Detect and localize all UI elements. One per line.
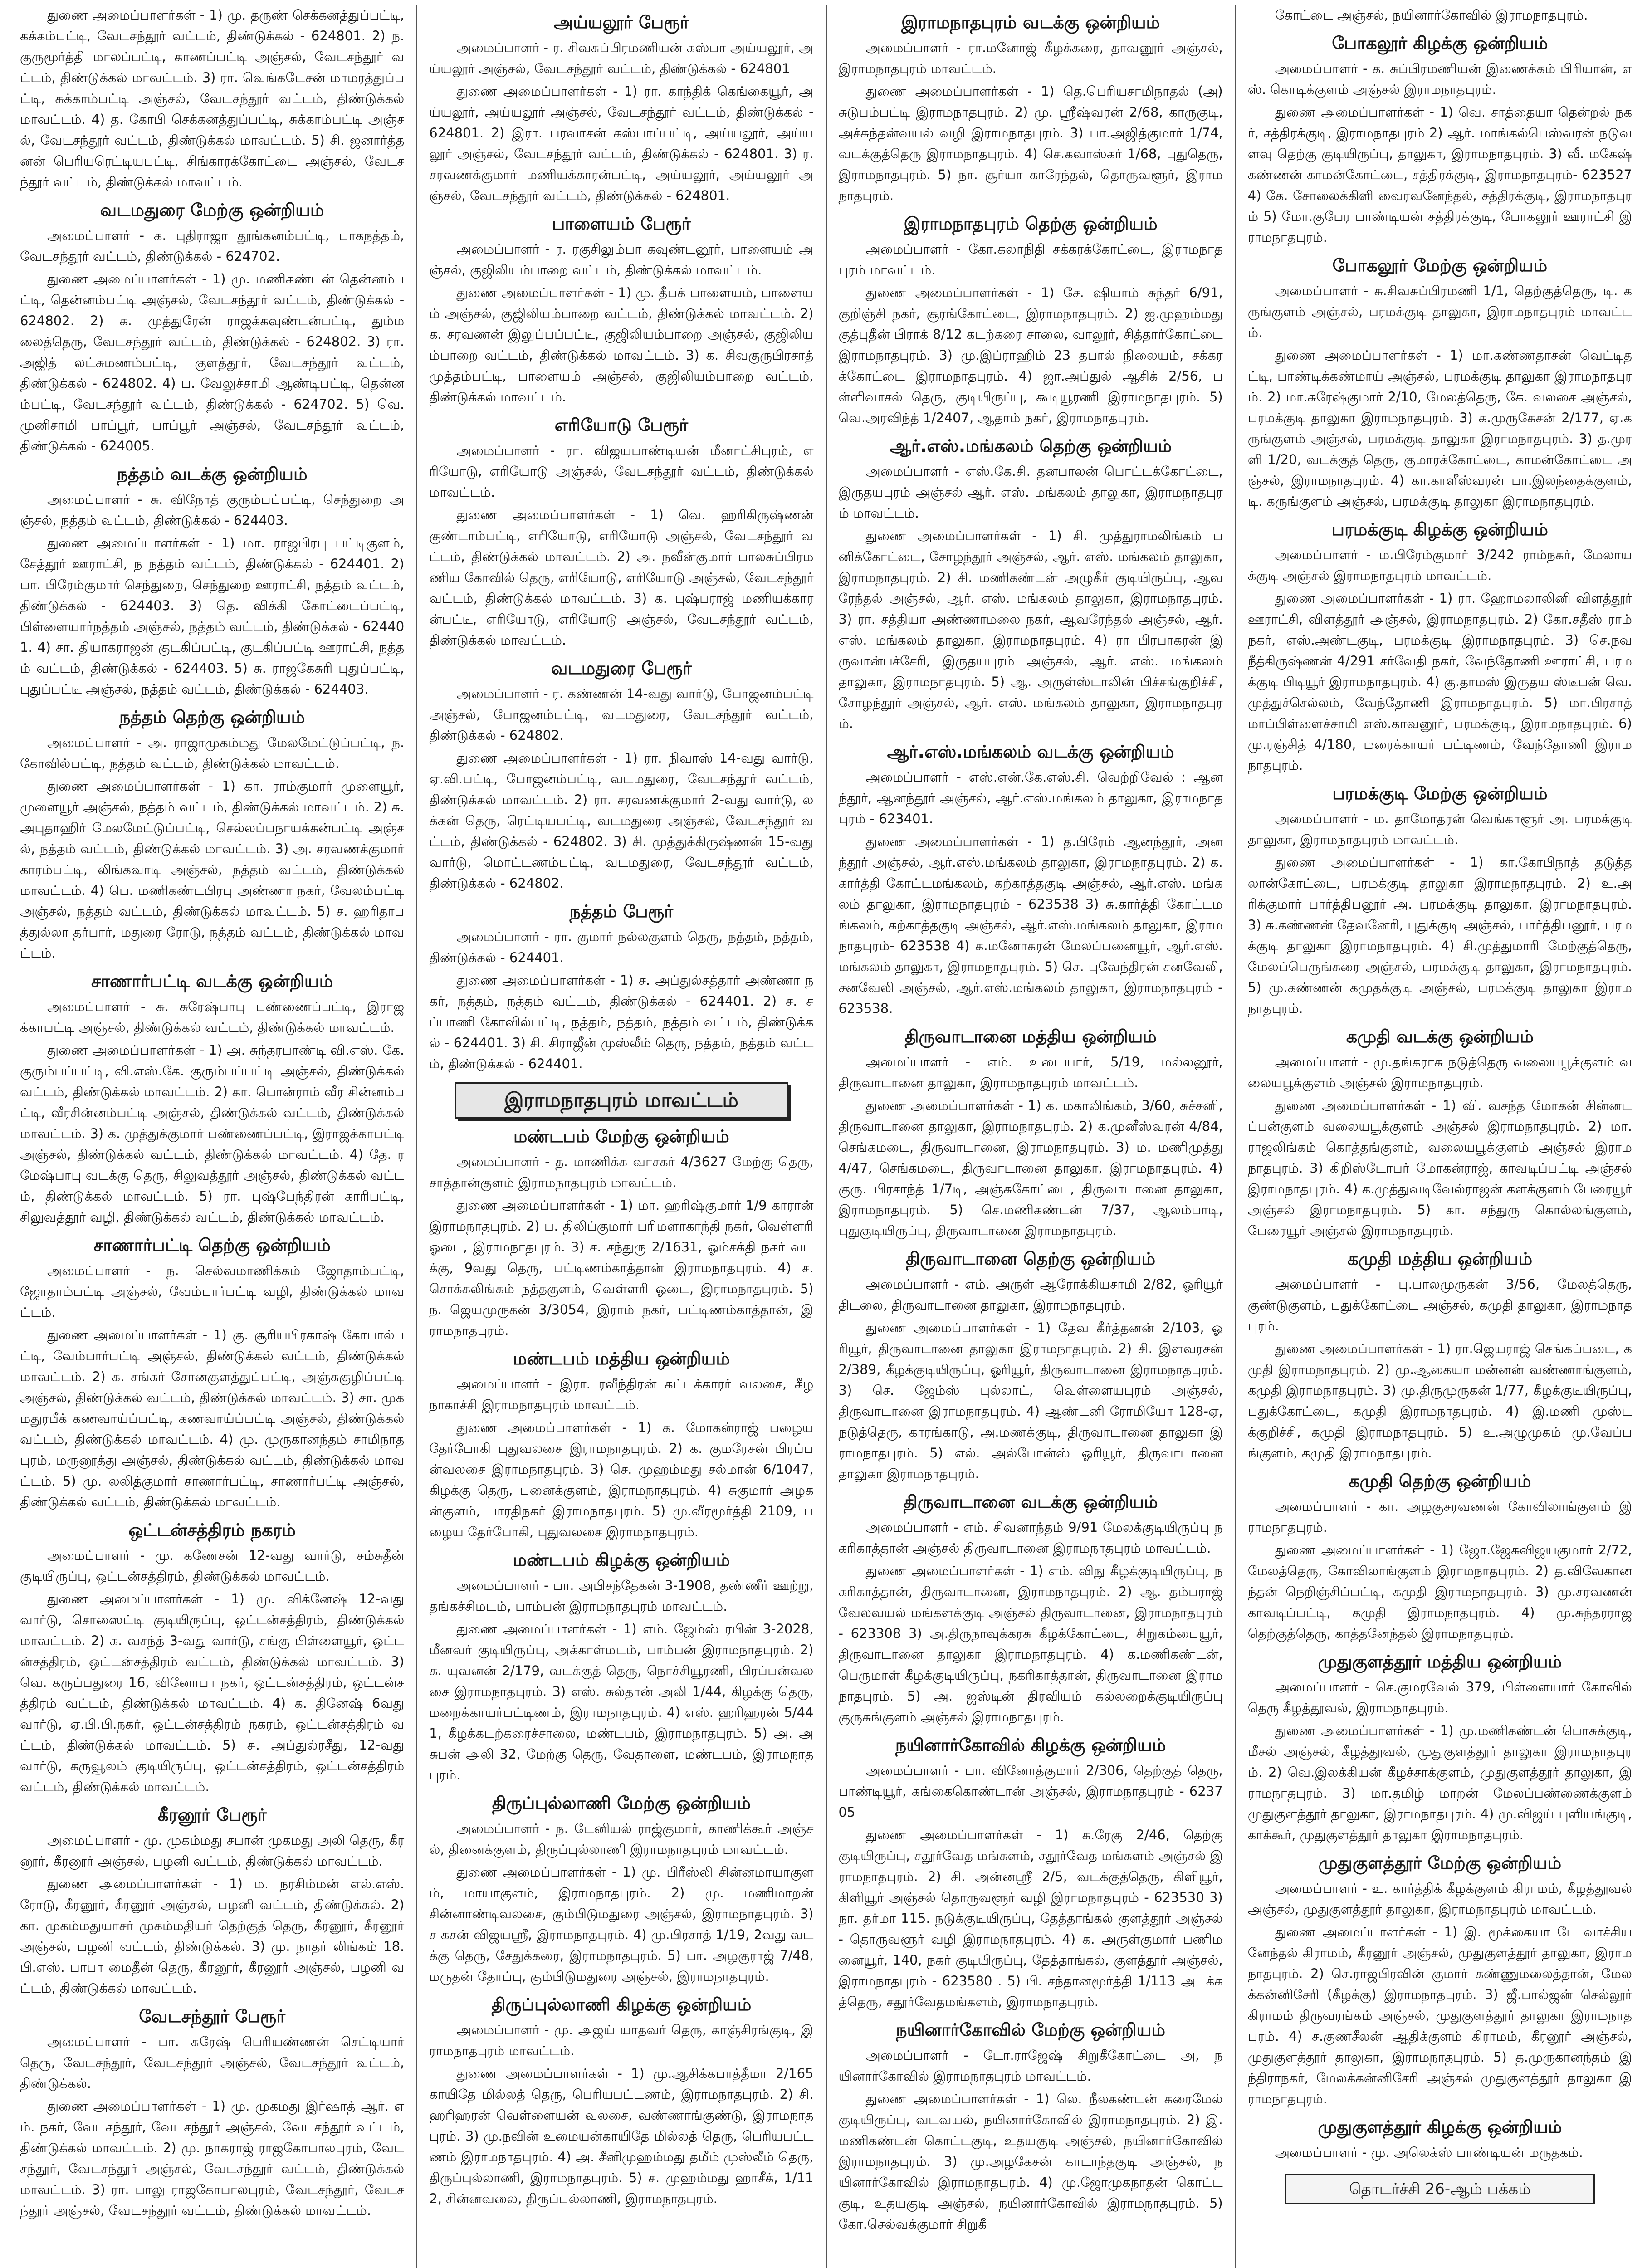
section-paragraph: அமைப்பாளர் - ர. கண்ணன் 14-வது வார்டு, போஜனம்பட்டி அஞ்சல், போஜனம்பட்டி, வடமதுரை, வேடசந்தூர் வட்டம், திண்டுக்கல் - 624802. [429, 686, 814, 743]
section-heading: ஒட்டன்சத்திரம் நகரம் [128, 1520, 296, 1540]
section-paragraph: அமைப்பாளர் - எஸ்.என்.கே.எஸ்.சி. வெற்றிவேல் : ஆனந்தூர், ஆனந்தூர் அஞ்சல், ஆர்.எஸ்.மங்கலம் தாலுகா, இராமநாதபுரம் - 623401. [838, 769, 1223, 826]
section-paragraph: அமைப்பாளர் - த. மாணிக்க வாசகர் 4/3627 மேற்கு தெரு, சாத்தான்குளம் இராமநாதபுரம் மாவட்டம். [429, 1154, 814, 1190]
section-paragraph: துணை அமைப்பாளர்கள் - 1) தேவ கீர்த்தனன் 2/103, ஓரியூர், திருவாடானை தாலுகா இராமநாதபுரம். 2) சி. இளவரசன் 2/389, கீழக்குடியிருப்பு, ஓரியூர், திருவாடானை இராமநாதபுரம். 3) செ. ஜேம்ஸ் புல்லாட், வெள்ளையபுரம் அஞ்சல், திருவாடானை இராமநாதபுரம். 4) ஆண்டனி ரோமியோ 128-ஏ, நடுத்தெரு, காரங்காடு, அ.மணக்குடி, திருவாடானை தாலுகா இராமநாதபுரம். 5) எல். அல்போன்ஸ் ஓரியூர், திருவாடானை தாலுகா இராமநாதபுரம். [838, 1320, 1223, 1481]
section-paragraph: அமைப்பாளர் - பா. சுரேஷ் பெரியண்ணன் செட்டியார் தெரு, வேடசந்தூர், வேடசந்தூர் அஞ்சல், வேடசந்தூர் வட்டம், திண்டுக்கல். [20, 2034, 405, 2091]
section-paragraph: அமைப்பாளர் - எம். சிவனாந்தம் 9/91 மேலக்குடியிருப்பு நகரிகாத்தான் அஞ்சல் திருவாடானை இராமநாதபுரம் மாவட்டம். [838, 1520, 1223, 1556]
section-paragraph: அமைப்பாளர் - பா. அபிசந்தேகன் 3-1908, தண்ணீர் ஊற்று, தங்கச்சிமடம், பாம்பன் இராமநாதபுரம் மாவட்டம். [429, 1578, 814, 1614]
column-3 [827, 5, 1236, 2268]
section-paragraph: அமைப்பாளர் - ம. தாமோதரன் வெங்காளூர் அ. பரமக்குடி தாலுகா, இராமநாதபுரம் மாவட்டம். [1247, 811, 1632, 847]
section-paragraph: துணை அமைப்பாளர்கள் - 1) கு. சூரியபிரகாஷ் கோபால்பட்டி, வேம்பார்பட்டி அஞ்சல், திண்டுக்கல் வட்டம், திண்டுக்கல் மாவட்டம். 2) க. சங்கர் சோனகுளத்துப்பட்டி, அஞ்சுகுழிப்பட்டி அஞ்சல், திண்டுக்கல் வட்டம், திண்டுக்கல் மாவட்டம். 3) சா. முகமதுரபீக் கணவாய்ப்பட்டி, கணவாய்ப்பட்டி அஞ்சல், திண்டுக்கல் வட்டம், திண்டுக்கல் மாவட்டம். 4) மு. முருகானந்தம் சாமிநாதபுரம், மருனூத்து அஞ்சல், திண்டுக்கல் வட்டம், திண்டுக்கல் மாவட்டம். 5) மு. லலித்குமார் சாணார்பட்டி, சாணார்பட்டி அஞ்சல், திண்டுக்கல் வட்டம், திண்டுக்கல் மாவட்டம். [20, 1327, 405, 1510]
section-heading: வடமதுரை மேற்கு ஒன்றியம் [100, 200, 324, 220]
section-heading: நயினார்கோவில் கிழக்கு ஒன்றியம் [895, 1735, 1166, 1755]
section-paragraph: துணை அமைப்பாளர்கள் - 1) ம. நரசிம்மன் எல்.எஸ். ரோடு, கீரனூர், கீரனூர் அஞ்சல், பழனி வட்டம், திண்டுக்கல். 2) கா. முகம்மதுயாசர் முகம்மதியர் தெற்குத் தெரு, கீரனூர், கீரனூர் அஞ்சல், பழனி வட்டம், திண்டுக்கல். 3) மு. நாதர் லிங்கம் 18. பி.எஸ். பாபா மைதீன் தெரு, கீரனூர், கீரனூர் அஞ்சல், பழனி வட்டம், திண்டுக்கல் மாவட்டம். [20, 1876, 405, 1996]
section-paragraph: அமைப்பாளர் - எஸ்.கே.சி. தனபாலன் பொட்டக்கோட்டை, இருதயபுரம் அஞ்சல் ஆர். எஸ். மங்கலம் தாலுகா, இராமநாதபுரம் மாவட்டம். [838, 464, 1223, 521]
section-paragraph: துணை அமைப்பாளர்கள் - 1) வெ. சாத்தையா தென்றல் நகர், சத்திரக்குடி, இராமநாதபுரம் 2) ஆர். மாங்கல்பெஸ்வரன் நடுவளவு தெற்கு குடியிருப்பு, தாலுகா, இராமநாதபுரம். 3) வீ. மகேஷ் கண்ணன் காமன்கோட்டை, சத்திரக்குடி, இராமநாதபுரம்- 623527 4) கே. சோலைக்கிளி வைரவனேந்தல், சத்திரக்குடி, இராமநாதபுரம் 5) மோ.குபேர பாண்டியன் சத்திரக்குடி, போகலூர் ஊராட்சி இராமநாதபுரம். [1247, 104, 1632, 245]
section-heading: எரியோடு பேரூர் [554, 415, 689, 435]
section-paragraph: அமைப்பாளர் - அ. ராஜாமுகம்மது மேலமேட்டுப்பட்டி, ந. கோவில்பட்டி, நத்தம் வட்டம், திண்டுக்கல் மாவட்டம். [20, 735, 405, 771]
section-paragraph: துணை அமைப்பாளர்கள் - 1) தெ.பெரியசாமிநாதல் (அ) சுடுபம்பட்டி இராமநாதபுரம். 2) மு. ஸ்ரீஷ்வரன் 2/68, காருகுடி, அச்சுந்தன்வயல் வழி இராமநாதபுரம். 3) பா.அஜித்குமார் 1/74, வடக்குத்தெரு இராமநாதபுரம். 4) செ.கவாஸ்கர் 1/68, புதுதெரு, இராமநாதபுரம். 5) நா. சூர்யா காரேந்தல், தொருவளூர், இராமநாதபுரம். [838, 83, 1223, 203]
section-paragraph: துணை அமைப்பாளர்கள் - 1) க. மோகன்ராஜ் பழைய தேர்போகி புதுவலசை இராமநாதபுரம். 2) க. குமரேசன் பிரப்பன்வலசை இராமநாதபுரம். 3) செ. முஹம்மது சல்மான் 6/1047, கிழக்கு தெரு, பனைக்குளம், இராமநாதபுரம். 4) சுகுமார் அழகன்குளம், பாரதிநகர் இராமநாதபுரம். 5) மு.வீரமூர்த்தி 2109, பழைய தேர்போகி, புதுவலசை இராமநாதபுரம். [429, 1420, 814, 1540]
section-heading: சாணார்பட்டி வடக்கு ஒன்றியம் [91, 971, 333, 991]
section-paragraph: அமைப்பாளர் - மு.தங்கராசு நடுத்தெரு வலையபூக்குளம் வலையபூக்குளம் அஞ்சல் இராமநாதபுரம். [1247, 1054, 1632, 1090]
section-paragraph: அமைப்பாளர் - பா. வினோத்குமார் 2/306, தெற்குத் தெரு, பாண்டியூர், கங்கைகொண்டான் அஞ்சல், இராமநாதபுரம் - 623705 [838, 1763, 1223, 1820]
section-paragraph: துணை அமைப்பாளர்கள் - 1) ரா.ஜெயராஜ் செங்கப்படை, கமுதி இராமநாதபுரம். 2) மு.ஆகையா மன்னன் வண்ணாங்குளம், கமுதி இராமநாதபுரம். 3) மு.திருமுருகன் 1/77, கீழக்குடியிருப்பு, புதுக்கோட்டை, கமுதி இராமநாதபுரம். 4) இ.மணி முஸ்டக்குறிச்சி, கமுதி இராமநாதபுரம். 5) உ.அழுமுகம் மு.வேப்பங்குளம், கமுதி இராமநாதபுரம். [1247, 1341, 1632, 1461]
section-heading: நத்தம் பேரூர் [569, 901, 674, 921]
section-paragraph: துணை அமைப்பாளர்கள் - 1) க.ரேகு 2/46, தெற்கு குடியிருப்பு, சதூர்வேத மங்களம், சதூர்வேத மங்களம் அஞ்சல் இராமநாதபுரம். 2) சி. அன்னஸ்ரீ 2/5, வடக்குத்தெரு, கிளியூர், கிளியூர் அஞ்சல் தொருவளூர் வழி இராமநாதபுரம் - 623530 3) நா. தர்மா 115. நடுக்குடியிருப்பு, தேத்தாங்கல் குளத்தூர் அஞ்சல் - தொருவளூர் வழி இராமநாதபுரம். 4) க. அருள்குமார் பணிமனையூர், 140, நகர் குடியிருப்பு, தேத்தாங்கல், குளத்தூர் அஞ்சல், இராமநாதபுரம் - 623580 . 5) பி. சந்தானமூர்த்தி 1/113 அடக்கத்தெரு, சதூர்வேதமங்களம், இராமநாதபுரம். [838, 1827, 1223, 2009]
section-heading: கீரனூர் பேரூர் [157, 1805, 267, 1825]
section-paragraph: துணை அமைப்பாளர்கள் - 1) மு. முகமது இர்ஷாத் ஆர். எம். நகர், வேடசந்தூர், வேடசந்தூர் அஞ்சல், வேடசந்தூர் வட்டம், திண்டுக்கல் மாவட்டம். 2) மு. நாகராஜ் ராஜகோபாலபுரம், வேடசந்தூர், வேடசந்தூர் அஞ்சல், வேடசந்தூர் வட்டம், திண்டுக்கல் மாவட்டம். 3) ரா. பாலு ராஜகோபாலபுரம், வேடசந்தூர், வேடசந்தூர் அஞ்சல், வேடசந்தூர் வட்டம், திண்டுக்கல் மாவட்டம். [20, 2098, 405, 2218]
section-heading: போகலூர் கிழக்கு ஒன்றியம் [1332, 33, 1548, 53]
section-paragraph: துணை அமைப்பாளர்கள் - 1) மு. தருண் செக்கனத்துப்பட்டி, கக்கம்பட்டி, வேடசந்தூர் வட்டம், திண்டுக்கல் - 624801. 2) ந. குருமூர்த்தி மாலப்பட்டி, காணப்பட்டி அஞ்சல், வேடசந்தூர் வட்டம், திண்டுக்கல் மாவட்டம். 3) ரா. வெங்கடேசன் மாமரத்துப்பட்டி, சுக்காம்பட்டி அஞ்சல், வேடசந்தூர் வட்டம், திண்டுக்கல் மாவட்டம். 4) த. கோபி செக்கனத்துப்பட்டி, சுக்காம்பட்டி அஞ்சல், வேடசந்தூர் வட்டம், திண்டுக்கல் மாவட்டம். 5) சி. ஜனார்த்தனன் பெரியரெட்டியபட்டி, சிங்காரக்கோட்டை அஞ்சல், வேடசந்தூர் வட்டம், திண்டுக்கல் மாவட்டம். [20, 7, 405, 190]
section-heading: கமுதி மத்திய ஒன்றியம் [1347, 1249, 1533, 1269]
section-paragraph: அமைப்பாளர் - இரா. ரவீந்திரன் கட்டக்காரர் வலசை, கீழநாகாச்சி இராமநாதபுரம் மாவட்டம். [429, 1376, 814, 1413]
section-paragraph: அமைப்பாளர் - மு. அலெக்ஸ் பாண்டியன் மருதகம். [1275, 2145, 1583, 2160]
section-heading: நத்தம் வடக்கு ஒன்றியம் [117, 464, 308, 484]
section-paragraph: அமைப்பாளர் - கா. அழகுசரவணன் கோவிலாங்குளம் இராமநாதபுரம். [1247, 1499, 1632, 1535]
section-paragraph: துணை அமைப்பாளர்கள் - 1) சி. முத்துராமலிங்கம் பனிக்கோட்டை, சோழந்தூர் அஞ்சல், ஆர். எஸ். மங்கலம் தாலுகா, இராமநாதபுரம். 2) சி. மணிகண்டன் அழுகீர் குடியிருப்பு, ஆவரேந்தல் அஞ்சல், ஆர். எஸ். மங்கலம் தாலுகா, இராமநாதபுரம். 3) ரா. சத்தியா அண்ணாமலை நகர், ஆவரேந்தல் அஞ்சல், ஆர். எஸ். மங்கலம் தாலுகா, இராமநாதபுரம். 4) ரா பிரபாகரன் இருவான்பச்சேரி, இருதயபுரம் அஞ்சல், ஆர். எஸ். மங்கலம் தாலுகா, இராமநாதபுரம். 5) ஆ. அருள்ஸ்டாலின் பிச்சங்குறிச்சி, சோழந்தூர் அஞ்சல், ஆர். எஸ். மங்கலம் தாலுகா, இராமநாதபுரம். [838, 528, 1223, 731]
section-paragraph: துணை அமைப்பாளர்கள் - 1) மு. மணிகண்டன் தென்னம்பட்டி, தென்னம்பட்டி அஞ்சல், வேடசந்தூர் வட்டம், திண்டுக்கல் - 624802. 2) க. முத்துரேன் ராஜக்கவுண்டன்பட்டி, தும்மலைத்தெரு, வேடசந்தூர் வட்டம், திண்டுக்கல் - 624802. 3) ரா. அஜித் லட்சுமணம்பட்டி, குளத்தூர், வேடசந்தூர் வட்டம், திண்டுக்கல் - 624802. 4) ப. வேலுச்சாமி ஆண்டிபட்டி, தென்னம்பட்டி, வேடசந்தூர் வட்டம், திண்டுக்கல் - 624702. 5) வெ. முனிசாமி பாப்பூர், பாப்பூர் அஞ்சல், வேடசந்தூர் வட்டம், திண்டுக்கல் - 624005. [20, 271, 405, 454]
section-paragraph: அமைப்பாளர் - ரா. விஜயபாண்டியன் மீனாட்சிபுரம், எரியோடு, எரியோடு அஞ்சல், வேடசந்தூர் வட்டம், திண்டுக்கல் மாவட்டம். [429, 443, 814, 500]
section-heading: சாணார்பட்டி தெற்கு ஒன்றியம் [93, 1235, 331, 1255]
section-paragraph: துணை அமைப்பாளர்கள் - 1) ஜோ.ஜேசுவிஜயகுமார் 2/72, மேலத்தெரு, கோவிலாங்குளம் இராமநாதபுரம். 2) த.விவேகானந்தன் நெறிஞ்சிப்பட்டி, கமுதி இராமநாதபுரம். 3) மு.சரவணன் காவடிப்பட்டி, கமுதி இராமநாதபுரம். 4) மு.சுந்தரராஜ தெற்குத்தெரு, காத்தனேந்தல் இராமநாதபுரம். [1247, 1542, 1632, 1641]
section-paragraph: அமைப்பாளர் - ந. செல்வமாணிக்கம் ஜோதாம்பட்டி, ஜோதாம்பட்டி அஞ்சல், வேம்பார்பட்டி வழி, திண்டுக்கல் மாவட்டம். [20, 1263, 405, 1320]
section-heading: இராமநாதபுரம் தெற்கு ஒன்றியம் [904, 214, 1158, 234]
section-heading: திருவாடானை மத்திய ஒன்றியம் [904, 1026, 1157, 1046]
section-paragraph: அமைப்பாளர் - ம.பிரேம்குமார் 3/242 ராம்நகர், மேலாயக்குடி அஞ்சல் இராமநாதபுரம் மாவட்டம். [1247, 547, 1632, 583]
section-paragraph: அமைப்பாளர் - செ.குமரவேல் 379, பிள்ளையார் கோவில் தெரு கீழத்தூவல், இராமநாதபுரம். [1247, 1679, 1632, 1716]
section-paragraph: துணை அமைப்பாளர்கள் - 1) மு. தீபக் பாளையம், பாளையம் அஞ்சல், குஜிலியம்பாறை வட்டம், திண்டுக்கல் மாவட்டம். 2) க. சரவணன் இலுப்பப்பட்டி, குஜிலியம்பாறை அஞ்சல், குஜிலியம்பாறை வட்டம், திண்டுக்கல் மாவட்டம். 3) க. சிவகுருபிரசாத் முத்தம்பட்டி, பாளையம் அஞ்சல், குஜிலியம்பாறை வட்டம், திண்டுக்கல் மாவட்டம். [429, 285, 814, 405]
section-paragraph: அமைப்பாளர் - சு. விநோத் குரும்பப்பட்டி, செந்துறை அஞ்சல், நத்தம் வட்டம், திண்டுக்கல் - 624403. [20, 492, 405, 528]
section-heading: கமுதி வடக்கு ஒன்றியம் [1346, 1026, 1534, 1046]
section-paragraph: துணை அமைப்பாளர்கள் - 1) கா.கோபிநாத் தடுத்தலான்கோட்டை, பரமக்குடி தாலுகா இராமநாதபுரம். 2) உ.அரிக்குமார் பார்த்திபனூர் அ. பரமக்குடி தாலுகா, இராமநாதபுரம். 3) சு.கண்ணன் தேவனேரி, புதுக்குடி அஞ்சல், பார்த்திபனூர், பரமக்குடி தாலுகா இராமநாதபுரம். 4) சி.முத்துமாரி மேற்குத்தெரு, மேலப்பெருங்கரை அஞ்சல், பரமக்குடி தாலுகா, இராமநாதபுரம். 5) மு.கண்ணன் கமுதக்குடி அஞ்சல், பரமக்குடி தாலுகா இராமநாதபுரம். [1247, 855, 1632, 1016]
section-heading: வேடசந்தூர் பேரூர் [139, 2006, 286, 2026]
section-paragraph: துணை அமைப்பாளர்கள் - 1) எம். ஜேம்ஸ் ரபின் 3-2028, மீனவர் குடியிருப்பு, அக்காள்மடம், பாம்பன் இராமநாதபுரம். 2) க. யுவனன் 2/179, வடக்குத் தெரு, நொச்சியூரணி, பிரப்பன்வலசை இராமநாதபுரம். 3) எஸ். சுல்தான் அலி 1/44, கிழக்கு தெரு, மறைக்காயர்பட்டிணம், இராமநாதபுரம். 4) எஸ். ஹரிஹரன் 5/441, கீழக்கடற்கரைச்சாலை, மண்டபம், இராமநாதபுரம். 5) அ. அசுபன் அலி 32, மேற்கு தெரு, வேதாளை, மண்டபம், இராமநாதபுரம். [429, 1621, 814, 1783]
section-paragraph: அமைப்பாளர் - க. சுப்பிரமணியன் இணைக்கம் பிரியான், எஸ். கொடிக்குளம் அஞ்சல் இராமநாதபுரம். [1247, 61, 1632, 97]
section-paragraph: துணை அமைப்பாளர்கள் - 1) மா. ஹரிஷ்குமார் 1/9 காரான் இராமநாதபுரம். 2) ப. திலிப்குமார் பரிமளாகாந்தி நகர், வெள்ளரி ஓடை, இராமநாதபுரம். 3) ச. சந்துரு 2/1631, ஓம்சக்தி நகர் வடக்கு, 9வது தெரு, பட்டிணம்காத்தான் இராமநாதபுரம். 4) ச. சொக்கலிங்கம் நத்தகுளம், வெள்ளரி ஓடை, இராமநாதபுரம். 5) ந. ஜெயமுருகன் 3/3054, இராம் நகர், பட்டிணம்காத்தான், இராமநாதபுரம். [429, 1198, 814, 1338]
section-heading: நத்தம் தெற்கு ஒன்றியம் [119, 707, 305, 727]
section-paragraph: அமைப்பாளர் - எம். உடையார், 5/19, மல்லனூர், திருவாடானை தாலுகா, இராமநாதபுரம் மாவட்டம். [838, 1054, 1223, 1090]
section-paragraph: துணை அமைப்பாளர்கள் - 1) மா.கண்ணதாசன் வெட்டிதட்டி, பாண்டிக்கண்மாய் அஞ்சல், பரமக்குடி தாலுகா இராமநாதபுரம். 2) மா.சுரேஷ்குமார் 2/10, மேலத்தெரு, கே. வலசை அஞ்சல், பரமக்குடி தாலுகா இராமநாதபுரம். 3) க.முருகேசன் 2/177, ஏ.கருங்குளம் அஞ்சல், பரமக்குடி தாலுகா இராமநாதபுரம். 3) த.முரளி 1/20, வடக்குத் தெரு, குமாரக்கோட்டை, காமன்கோட்டை அஞ்சல், இராமநாதபுரம். 4) கா.காளீஸ்வரன் பா.இலந்தைக்குளம், டி. கருங்குளம் அஞ்சல், பரமக்குடி தாலுகா இராமநாதபுரம். [1247, 347, 1632, 509]
section-heading: கமுதி தெற்கு ஒன்றியம் [1349, 1471, 1531, 1491]
section-heading: பரமக்குடி மேற்கு ஒன்றியம் [1332, 783, 1548, 803]
section-paragraph: துணை அமைப்பாளர்கள் - 1) வெ. ஹரிகிருஷ்ணன் குண்டாம்பட்டி, எரியோடு, எரியோடு அஞ்சல், வேடசந்தூர் வட்டம், திண்டுக்கல் மாவட்டம். 2) அ. நவீன்குமார் பாலசுப்பிரமணிய கோவில் தெரு, எரியோடு, எரியோடு அஞ்சல், வேடசந்தூர் வட்டம், திண்டுக்கல் மாவட்டம். 3) க. புஷ்பராஜ் மணியக்காரன்பட்டி, எரியோடு, எரியோடு அஞ்சல், வேடசந்தூர் வட்டம், திண்டுக்கல் மாவட்டம். [429, 507, 814, 648]
section-paragraph: துணை அமைப்பாளர்கள் - 1) எம். விநு கீழக்குடியிருப்பு, நகரிகாத்தான், திருவாடானை, இராமநாதபுரம். 2) ஆ. தம்பராஜ் வேலவயல் மங்களக்குடி அஞ்சல் திருவாடானை, இராமநாதபுரம் - 623308 3) அ.திருநாவுக்கரசு கீழக்கோட்டை, சிறுகம்பையூர், திருவாடானை தாலுகா இராமநாதபுரம். 4) க.மணிகண்டன், பெருமாள் கீழக்குடியிருப்பு, நகரிகாத்தான், திருவாடானை இராமநாதபுரம். 5) அ. ஜஸ்டின் திரவியம் கல்லறைக்குடியிருப்பு குருசுங்குளம் அஞ்சல் இராமநாதபுரம். [838, 1563, 1223, 1725]
section-paragraph: துணை அமைப்பாளர்கள் - 1) லெ. நீலகண்டன் கரைமேல் குடியிருப்பு, வடவயல், நயினார்கோவில் இராமநாதபுரம். 2) இ.மணிகண்டன் கொட்டகுடி, உதயகுடி அஞ்சல், நயினார்கோவில் இராமநாதபுரம். 3) மு.அழகேசன் காடாந்தகுடி அஞ்சல், நயினார்கோவில் இராமநாதபுரம். 4) மு.ஜோமுகநாதன் கொட்டகுடி, உதயகுடி அஞ்சல், நயினார்கோவில் இராமநாதபுரம். 5) கோ.செல்வக்குமார் சிறுகீ [838, 2091, 1223, 2232]
newspaper-page [8, 5, 1644, 2268]
column-1 [8, 5, 417, 2268]
district-banner: இராமநாதபுரம் மாவட்டம் [455, 1082, 788, 1119]
section-paragraph: அமைப்பாளர் - மு. கணேசன் 12-வது வார்டு, சம்சுதீன் குடியிருப்பு, ஒட்டன்சத்திரம், திண்டுக்கல் மாவட்டம். [20, 1548, 405, 1584]
section-heading: நயினார்கோவில் மேற்கு ஒன்றியம் [896, 2020, 1166, 2040]
section-paragraph: துணை அமைப்பாளர்கள் - 1) மு.ஆசிக்கபாத்தீமா 2/165 காயிதே மில்லத் தெரு, பெரியபட்டணம், இராமநாதபுரம். 2) சி. ஹரிஹரன் வெள்ளையன் வலசை, வண்ணாங்குண்டு, இராமநாதபுரம். 3) மு.நவின் உமையன்காயிதே மில்லத் தெரு, பெரியபட்டணம் இராமநாதபுரம். 4) அ. சீனிமுஹம்மது தமீம் முஸ்லீம் தெரு, திருப்புல்லாணி, இராமநாதபுரம். 5) ச. முஹம்மது ஹாசீக், 1/112, சின்னவலை, திருப்புல்லாணி, இராமநாதபுரம். [429, 2066, 814, 2206]
section-paragraph: துணை அமைப்பாளர்கள் - 1) ரா. காந்திக் கெங்கையூர், அய்யலூர், அய்யலூர் அஞ்சல், வேடசந்தூர் வட்டம், திண்டுக்கல் - 624801. 2) இரா. பரவாசன் கஸ்பாப்பட்டி, அய்யலூர், அய்யலூர் அஞ்சல், வேடசந்தூர் வட்டம், திண்டுக்கல் - 624801. 3) ர. சரவணக்குமார் மணியக்காரன்பட்டி, அய்யலூர், அய்யலூர் அஞ்சல், வேடசந்தூர் வட்டம், திண்டுக்கல் - 624801. [429, 83, 814, 203]
section-paragraph: துணை அமைப்பாளர்கள் - 1) மா. ராஜபிரபு பட்டிகுளம், சேத்தூர் ஊராட்சி, ந நத்தம் வட்டம், திண்டுக்கல் - 624401. 2) பா. பிரேம்குமார் செந்துறை, செந்துறை ஊராட்சி, நத்தம் வட்டம், திண்டுக்கல் - 624403. 3) தெ. விக்கி கோட்டைப்பட்டி, பிள்ளையார்நத்தம் அஞ்சல், நத்தம் வட்டம், திண்டுக்கல் - 624401. 4) சா. தியாகராஜன் குடகிப்பட்டி, குடகிப்பட்டி ஊராட்சி, நத்தம் வட்டம், திண்டுக்கல் - 624403. 5) சு. ராஜகேசுரி புதுப்பட்டி, புதுப்பட்டி அஞ்சல், நத்தம் வட்டம், திண்டுக்கல் - 624403. [20, 535, 405, 697]
section-heading: ஆர்.எஸ்.மங்கலம் தெற்கு ஒன்றியம் [889, 436, 1172, 456]
column-2 [417, 5, 826, 2268]
section-heading: முதுகுளத்தூர் மத்திய ஒன்றியம் [1318, 1652, 1562, 1672]
section-paragraph: அமைப்பாளர் - மு. முகம்மது சபான் முகமது அலி தெரு, கீரனூர், கீரனூர் அஞ்சல், பழனி வட்டம், திண்டுக்கல் மாவட்டம். [20, 1833, 405, 1869]
section-paragraph: துணை அமைப்பாளர்கள் - 1) மு. விக்னேஷ் 12-வது வார்டு, சொஸைட்டி குடியிருப்பு, ஒட்டன்சத்திரம், திண்டுக்கல் மாவட்டம். 2) க. வசந்த் 3-வது வார்டு, சங்கு பிள்ளையூர், ஒட்டன்சத்திரம், ஒட்டன்சத்திரம் வட்டம், திண்டுக்கல் மாவட்டம். 3) வெ. கருப்பதுரை 16, வினோபா நகர், ஒட்டன்சத்திரம், ஒட்டன்சத்திரம் வட்டம், திண்டுக்கல் மாவட்டம். 4) க. தினேஷ் 6வது வார்டு, ஏ.பி.பி.நகர், ஒட்டன்சத்திரம் நகரம், ஒட்டன்சத்திரம் வட்டம், திண்டுக்கல் மாவட்டம். 5) சு. அப்துல்ரசீது, 12-வது வார்டு, கருவூலம் குடியிருப்பு, ஒட்டன்சத்திரம், ஒட்டன்சத்திரம் வட்டம், திண்டுக்கல் மாவட்டம். [20, 1591, 405, 1794]
section-heading: திருவாடானை தெற்கு ஒன்றியம் [906, 1249, 1156, 1269]
section-heading: வடமதுரை பேரூர் [551, 658, 692, 678]
section-paragraph: துணை அமைப்பாளர்கள் - 1) வி. வசந்த மோகன் சின்னடப்பன்குளம் வலையபூக்குளம் அஞ்சல் இராமநாதபுரம். 2) மா. ராஜலிங்கம் கொத்தங்குளம், வலையபூக்குளம் அஞ்சல் இராமநாதபுரம். 3) கிறிஸ்டோபர் மோகன்ராஜ், காவடிப்பட்டி அஞ்சல் இராமநாதபுரம். 4) க.முத்துவடிவேல்ராஜன் களக்குளம் பேரையூர் அஞ்சல் இராமநாதபுரம். 5) கா. சந்துரு கொல்லங்குளம், பேரையூர் அஞ்சல் இராமநாதபுரம். [1247, 1098, 1632, 1238]
section-paragraph: அமைப்பாளர் - க. புதிராஜா தூங்கனம்பட்டி, பாகநத்தம், வேடசந்தூர் வட்டம், திண்டுக்கல் - 624702. [20, 228, 405, 264]
section-heading: மண்டபம் மேற்கு ஒன்றியம் [513, 1126, 729, 1146]
section-heading: ஆர்.எஸ்.மங்கலம் வடக்கு ஒன்றியம் [887, 742, 1174, 762]
section-heading: அய்யலூர் பேரூர் [554, 12, 689, 32]
section-paragraph: அமைப்பாளர் - மு. அஜய் யாதவர் தெரு, காஞ்சிரங்குடி, இராமநாதபுரம் மாவட்டம். [429, 2022, 814, 2058]
section-paragraph: அமைப்பாளர் - ர. சிவசுப்பிரமணியன் கஸ்பா அய்யலூர், அய்யலூர் அஞ்சல், வேடசந்தூர் வட்டம், திண்டுக்கல் - 624801 [429, 40, 814, 76]
section-paragraph: துணை அமைப்பாளர்கள் - 1) ரா. நிவாஸ் 14-வது வார்டு, ஏ.வி.பட்டி, போஜனம்பட்டி, வடமதுரை, வேடசந்தூர் வட்டம், திண்டுக்கல் மாவட்டம். 2) ரா. சரவணக்குமார் 2-வது வார்டு, லக்கன் தெரு, ரெட்டியபட்டி, வடமதுரை அஞ்சல், வேடசந்தூர் வட்டம், திண்டுக்கல் - 624802. 3) சி. முத்துக்கிருஷ்ணன் 15-வது வார்டு, மொட்டணம்பட்டி, வடமதுரை, வேடசந்தூர் வட்டம், திண்டுக்கல் - 624802. [429, 750, 814, 891]
continuation-note: தொடர்ச்சி 26-ஆம் பக்கம் [1285, 2174, 1595, 2204]
section-heading: பாளையம் பேரூர் [552, 214, 691, 234]
section-heading: முதுகுளத்தூர் கிழக்கு ஒன்றியம் [1318, 2117, 1562, 2137]
section-paragraph: துணை அமைப்பாளர்கள் - 1) சே. ஷியாம் சுந்தர் 6/91, குறிஞ்சி நகர், சூரங்கோட்டை, இராமநாதபுரம். 2) ஐ.முஹம்மது குத்புதீன் பிராக் 8/12 கடற்கரை சாலை, வாலூர், சித்தார்கோட்டை இராமநாதபுரம். 3) மு.இப்ராஹிம் 23 தபால் நிலையம், சக்கரக்கோட்டை இராமநாதபுரம். 4) ஜா.அப்துல் ஆசிக் 2/56, பள்ளிவாசல் தெரு, குடியிருப்பு, கூடியூரணி இராமநாதபுரம். 5) வெ.அரவிந்த் 1/2407, ஆதாம் நகர், இராமநாதபுரம். [838, 285, 1223, 425]
section-heading: போகலூர் மேற்கு ஒன்றியம் [1332, 255, 1548, 275]
section-paragraph: அமைப்பாளர் - சு.சிவசுப்பிரமணி 1/1, தெற்குத்தெரு, டி. கருங்குளம் அஞ்சல், பரமக்குடி தாலுகா, இராமநாதபுரம் மாவட்டம். [1247, 283, 1632, 340]
column-4 [1236, 5, 1644, 2268]
section-paragraph: துணை அமைப்பாளர்கள் - 1) ச. அப்துல்சத்தார் அண்ணா நகர், நத்தம், நத்தம் வட்டம், திண்டுக்கல் - 624401. 2) ச. சப்பாணி கோவில்பட்டி, நத்தம், நத்தம், நத்தம் வட்டம், திண்டுக்கல் - 624401. 3) சி. சிராஜீன் முஸ்லீம் தெரு, நத்தம், நத்தம் வட்டம், திண்டுக்கல் - 624401. [429, 973, 814, 1071]
section-paragraph: அமைப்பாளர் - ந. டேனியல் ராஜ்குமார், காணிக்கூர் அஞ்சல், தினைக்குளம், திருப்புல்லாணி இராமநாதபுரம் மாவட்டம். [429, 1821, 814, 1857]
section-paragraph: அமைப்பாளர் - ரா. குமார் நல்லகுளம் தெரு, நத்தம், நத்தம், திண்டுக்கல் - 624401. [429, 929, 814, 965]
section-paragraph: துணை அமைப்பாளர்கள் - 1) மு. பிரீஸ்லி சின்னமாயாகுளம், மாயாகுளம், இராமநாதபுரம். 2) மு. மணிமாறன் சின்னாண்டிவலசை, கும்பிடுமதுரை அஞ்சல், இராமநாதபுரம். 3) ச கசன் விஜயஸ்ரீ, இராமநாதபுரம். 4) மு.பிரசாத் 1/19, 2வது வடக்கு தெரு, சேதுக்கரை, இராமநாதபுரம். 5) பா. அழகுராஜ் 7/48, மருதன் தோப்பு, கும்பிடுமதுரை அஞ்சல், இராமநாதபுரம். [429, 1864, 814, 1984]
section-paragraph: துணை அமைப்பாளர்கள் - 1) கா. ராம்குமார் முளையூர், முளையூர் அஞ்சல், நத்தம் வட்டம், திண்டுக்கல் மாவட்டம். 2) சு. அபுதாஹிர் மேலமேட்டுப்பட்டி, செல்லப்பநாயக்கன்பட்டி அஞ்சல், நத்தம் வட்டம், திண்டுக்கல் மாவட்டம். 3) அ. சரவணக்குமார் காரம்பட்டி, லிங்கவாடி அஞ்சல், நத்தம் வட்டம், திண்டுக்கல் மாவட்டம். 4) பெ. மணிகண்டபிரபு அண்ணா நகர், வேலம்பட்டி அஞ்சல், நத்தம் வட்டம், திண்டுக்கல் மாவட்டம். 5) ச. ஹரிதாபத்துல்லா தர்பார், மதுரை ரோடு, நத்தம் வட்டம், திண்டுக்கல் மாவட்டம். [20, 778, 405, 961]
section-paragraph: துணை அமைப்பாளர்கள் - 1) இ. மூக்கையா டே வாச்சியனேந்தல் கிராமம், கீரனூர் அஞ்சல், முதுகுளத்தூர் தாலுகா, இராமநாதபுரம். 2) செ.ராஜபிரவின் குமார் கண்ணுமலைத்தான், மேலக்கன்னிசேரி (கீழக்கு) இராமநாதபுரம். 3) ஜீ.பால்ஜன் செல்லூர் கிராமம் திருவரங்கம் அஞ்சல், முதுகுளத்தூர் தாலுகா இராமநாதபுரம். 4) ச.குணசீலன் ஆதிக்குளம் கிராமம், கீரனூர் அஞ்சல், முதுகுளத்தூர் தாலுகா, இராமநாதபுரம். 5) த.முருகானந்தம் இந்திராநகர், மேலக்கன்னிசேரி அஞ்சல் முதுகுளத்தூர் தாலுகா இராமநாதபுரம். [1247, 1924, 1632, 2107]
section-heading: திருப்புல்லாணி கிழக்கு ஒன்றியம் [491, 1994, 752, 2014]
section-heading: முதுகுளத்தூர் மேற்கு ஒன்றியம் [1318, 1853, 1562, 1873]
section-heading: திருவாடானை வடக்கு ஒன்றியம் [903, 1492, 1158, 1512]
section-heading: மண்டபம் கிழக்கு ஒன்றியம் [513, 1550, 730, 1570]
section-heading: மண்டபம் மத்திய ஒன்றியம் [513, 1349, 730, 1369]
section-heading: திருப்புல்லாணி மேற்கு ஒன்றியம் [492, 1793, 751, 1813]
section-paragraph: அமைப்பாளர் - பு.பாலமுருகன் 3/56, மேலத்தெரு, குண்டுகுளம், புதுக்கோட்டை அஞ்சல், கமுதி தாலுகா, இராமநாதபுரம். [1247, 1276, 1632, 1334]
section-paragraph: அமைப்பாளர் - எம். அருள் ஆரோக்கியசாமி 2/82, ஓரியூர் திடலை, திருவாடானை தாலுகா, இராமநாதபுரம். [838, 1276, 1223, 1313]
section-paragraph: அமைப்பாளர் - ர. ரகுசிலும்பா கவுண்டனூர், பாளையம் அஞ்சல், குஜிலியம்பாறை வட்டம், திண்டுக்கல் மாவட்டம். [429, 241, 814, 278]
section-paragraph: அமைப்பாளர் - ரா.மனோஜ் கீழக்கரை, தாவனூர் அஞ்சல், இராமநாதபுரம் மாவட்டம். [838, 40, 1223, 76]
section-paragraph: துணை அமைப்பாளர்கள் - 1) மு.மணிகண்டன் பொசுக்குடி, மீசல் அஞ்சல், கீழத்தூவல், முதுகுளத்தூர் தாலுகா இராமநாதபுரம். 2) வெ.இலக்கியன் கீழச்சாக்குளம், முதுகுளத்தூர் தாலுகா, இராமநாதபுரம். 3) மா.தமிழ் மாறன் மேலப்பண்ணைக்குளம் முதுகுளத்தூர் தாலுகா, இராமநாதபுரம். 4) மு.விஜய் புளியங்குடி, காக்கூர், முதுகுளத்தூர் தாலுகா இராமநாதபுரம். [1247, 1723, 1632, 1843]
section-heading: இராமநாதபுரம் வடக்கு ஒன்றியம் [901, 12, 1160, 32]
section-paragraph: துணை அமைப்பாளர்கள் - 1) அ. சுந்தரபாண்டி வி.எஸ். கே. குரும்பப்பட்டி, வி.எஸ்.கே. குரும்பப்பட்டி அஞ்சல், திண்டுக்கல் வட்டம், திண்டுக்கல் மாவட்டம். 2) கா. பொன்ராம் வீர சின்னம்பட்டி, வீரசின்னம்பட்டி அஞ்சல், திண்டுக்கல் வட்டம், திண்டுக்கல் மாவட்டம். 3) க. முத்துக்குமார் பண்ணைப்பட்டி, இராஜக்காபட்டி அஞ்சல், திண்டுக்கல் வட்டம், திண்டுக்கல் மாவட்டம். 4) தே. ரமேஷ்பாபு வடக்கு தெரு, சிலுவத்தூர் அஞ்சல், திண்டுக்கல் வட்டம், திண்டுக்கல் மாவட்டம். 5) ரா. புஷ்பேந்திரன் காரிபட்டி, சிலுவத்தூர் வழி, திண்டுக்கல் வட்டம், திண்டுக்கல் மாவட்டம். [20, 1042, 405, 1225]
section-paragraph: துணை அமைப்பாளர்கள் - 1) த.பிரேம் ஆனந்தூர், அனந்தூர் அஞ்சல், ஆர்.எஸ்.மங்கலம் தாலுகா, இராமநாதபுரம். 2) க.கார்த்தி கோட்டமங்கலம், கற்காத்தகுடி அஞ்சல், ஆர்.எஸ். மங்கலம் தாலுகா, இராமநாதபுரம் - 623538 3) சு.கார்த்தி கோட்டமங்கலம், கற்காத்தகுடி அஞ்சல், ஆர்.எஸ்.மங்கலம் தாலுகா, இராமநாதபுரம்- 623538 4) க.மனோகரன் மேலப்பனையூர், ஆர்.எஸ்.மங்கலம் தாலுகா, இராமநாதபுரம். 5) செ. புவேந்திரன் சனவேலி, சனவேலி அஞ்சல், ஆர்.எஸ்.மங்கலம் தாலுகா, இராமநாதபுரம் - 623538. [838, 834, 1223, 1016]
section-paragraph: அமைப்பாளர் - கோ.கலாநிதி சக்கரக்கோட்டை, இராமநாதபுரம் மாவட்டம். [838, 241, 1223, 278]
section-paragraph: அமைப்பாளர் - உ. கார்த்திக் கீழக்குளம் கிராமம், கீழத்தூவல் அஞ்சல், முதுகுளத்தூர் தாலுகா, இராமநாதபுரம் மாவட்டம். [1247, 1881, 1632, 1917]
section-paragraph: துணை அமைப்பாளர்கள் - 1) ரா. ஹோமலாலினி விளத்தூர் ஊராட்சி, விளத்தூர் அஞ்சல், இராமநாதபுரம். 2) கோ.சதீஸ் ராம் நகர், எஸ்.அண்டகுடி, பரமக்குடி இராமநாதபுரம். 3) செ.நவநீத்கிருஷ்ணன் 4/291 சர்வேதி நகர், வேந்தோணி ஊராட்சி, பரமக்குடி பிடியூர் இராமநாதபுரம். 4) கு.தாமஸ் இருதய ஸ்டீபன் வெ.முத்துச்செல்லம், வேந்தோணி இராமநாதபுரம். 5) மா.பிரசாத் மாப்பிள்ளைச்சாமி எஸ்.காவனூர், பரமக்குடி, இராமநாதபுரம். 6) மு.ரஞ்சித் 4/180, மரைக்காயர் பட்டிணம், வேந்தோணி இராமநாதபுரம். [1247, 591, 1632, 773]
section-paragraph: துணை அமைப்பாளர்கள் - 1) க. மகாலிங்கம், 3/60, சுச்சனி, திருவாடானை தாலுகா, இராமநாதபுரம். 2) க.முனீஸ்வரன் 4/84, செங்கமடை, திருவாடானை, இராமநாதபுரம். 3) ம. மணிமுத்து 4/47, செங்கமடை, திருவாடானை தாலுகா, இராமநாதபுரம். 4) குரு. பிரசாந்த் 1/7டி, அஞ்சுகோட்டை, திருவாடானை தாலுகா, இராமநாதபுரம். 5) செ.மணிகண்டன் 7/37, ஆலம்பாடி, புதுகுடியிருப்பு, திருவாடானை இராமநாதபுரம். [838, 1098, 1223, 1238]
section-paragraph: அமைப்பாளர் - சு. சுரேஷ்பாபு பண்ணைப்பட்டி, இராஜக்காபட்டி அஞ்சல், திண்டுக்கல் வட்டம், திண்டுக்கல் மாவட்டம். [20, 999, 405, 1035]
section-paragraph: கோட்டை அஞ்சல், நயினார்கோவில் இராமநாதபுரம். [1275, 7, 1588, 23]
section-paragraph: அமைப்பாளர் - டோ.ராஜேஷ் சிறுகீகோட்டை அ, நயினார்கோவில் இராமநாதபுரம் மாவட்டம். [838, 2048, 1223, 2084]
section-heading: பரமக்குடி கிழக்கு ஒன்றியம் [1331, 519, 1548, 539]
